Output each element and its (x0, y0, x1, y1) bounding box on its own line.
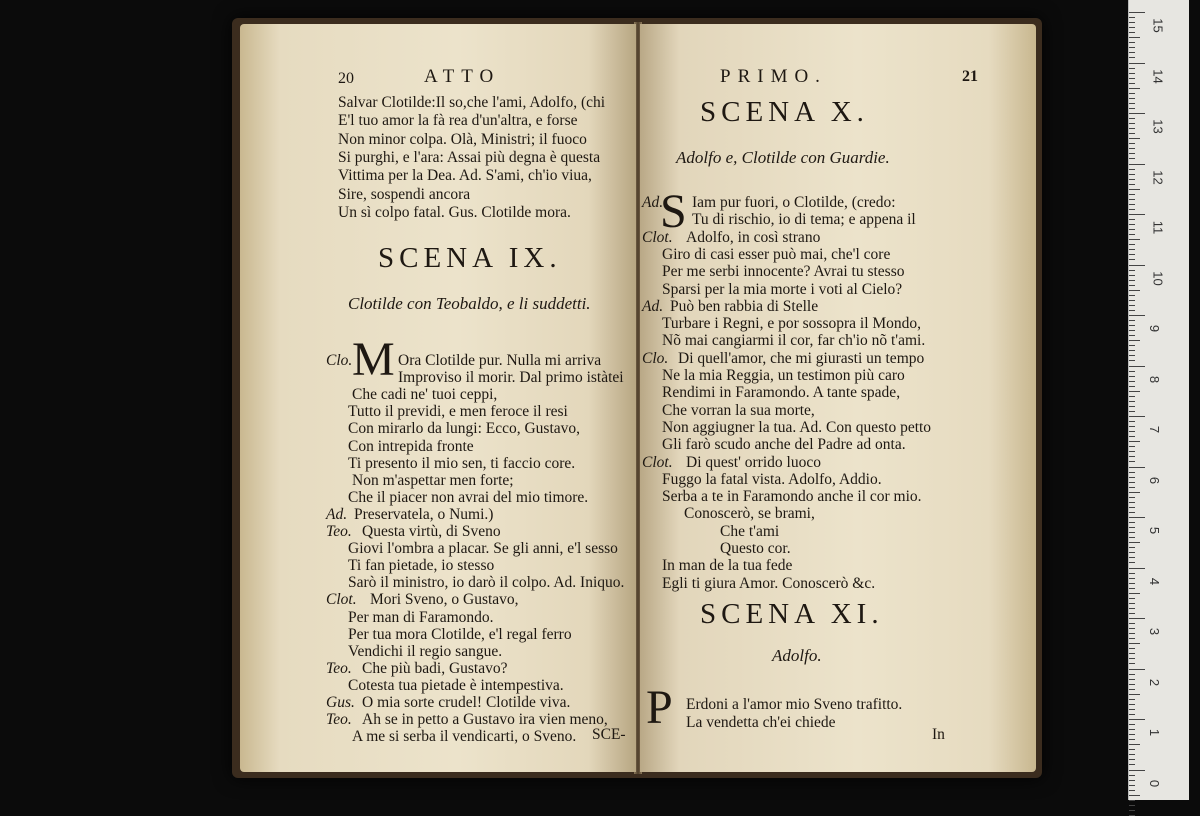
speaker-label: Gus. (326, 694, 355, 711)
text-line: Ne la mia Reggia, un testimon più caro (662, 367, 905, 384)
ruler-tick (1129, 68, 1135, 69)
ruler-tick (1129, 73, 1135, 74)
ruler-tick (1129, 790, 1135, 791)
scena-xi-title: SCENA XI. (700, 598, 884, 630)
ruler-tick (1129, 461, 1135, 462)
ruler-tick (1129, 709, 1135, 710)
ruler-number: 13 (1150, 119, 1166, 134)
ruler-tick (1129, 729, 1135, 730)
catchword: SCE- (592, 726, 626, 743)
ruler-tick (1129, 128, 1135, 129)
ruler-tick (1129, 37, 1140, 38)
text-line: Non aggiugner la tua. Ad. Con questo petto (662, 418, 932, 436)
text-line: Cotesta tua pietade è intempestiva. (348, 676, 564, 694)
ruler-tick (1129, 280, 1135, 281)
text-line: Vendichi il regio sangue. (348, 642, 503, 660)
text-line: Mori Sveno, o Gustavo, (370, 591, 519, 609)
ruler-tick (1129, 239, 1140, 240)
ruler-tick (1129, 158, 1135, 159)
text-line: Un sì colpo fatal. Gus. Clotilde mora. (338, 203, 571, 221)
ruler-tick (1129, 568, 1145, 569)
ruler-tick (1129, 810, 1135, 811)
text-line: Questo cor. (720, 540, 791, 557)
ruler-tick (1129, 209, 1135, 210)
ruler-number: 9 (1147, 324, 1163, 333)
dropcap: M (352, 333, 395, 386)
ruler-tick (1129, 360, 1135, 361)
ruler-number: 11 (1150, 220, 1166, 235)
text-line: Che il piacer non avrai del mio timore. (348, 488, 589, 506)
text-line: Vittima per la Dea. Ad. S'ami, ch'io viua, (338, 167, 592, 185)
ruler-tick (1129, 219, 1135, 220)
ruler-tick (1129, 719, 1145, 720)
text-line: Fuggo la fatal vista. Adolfo, Addio. (662, 470, 882, 488)
text-line: La vendetta ch'ei chiede (686, 714, 836, 731)
ruler-tick (1129, 381, 1135, 382)
text-line: Rendimi in Faramondo. A tante spade, (662, 384, 901, 402)
speaker-label: Clo. (642, 349, 669, 367)
ruler-tick (1129, 295, 1135, 296)
ruler-number: 6 (1147, 476, 1163, 484)
ruler-tick (1129, 764, 1135, 765)
ruler-tick (1129, 416, 1145, 417)
ruler-tick (1129, 47, 1135, 48)
ruler-tick (1129, 492, 1140, 493)
ruler-tick (1129, 426, 1135, 427)
ruler-tick (1129, 179, 1135, 180)
ruler-number: 8 (1147, 375, 1163, 383)
ruler-tick (1129, 300, 1135, 301)
ruler-tick (1129, 204, 1135, 205)
running-head: ATTO (424, 66, 501, 87)
ruler-tick (1129, 805, 1135, 806)
ruler-tick (1129, 749, 1135, 750)
ruler-tick (1129, 608, 1135, 609)
scena-ix-subtitle: Clotilde con Teobaldo, e li suddetti. (348, 294, 591, 313)
ruler-tick (1129, 734, 1135, 735)
text-line: Di quest' orrido luoco (686, 453, 821, 471)
catchword: In (932, 726, 945, 743)
text-line: In man de la tua fede (662, 557, 793, 575)
ruler-tick (1129, 618, 1145, 619)
text-line: Egli ti giura Amor. Conoscerò &c. (662, 574, 876, 592)
ruler-number: 0 (1147, 779, 1163, 787)
ruler-tick (1129, 184, 1135, 185)
ruler-tick (1129, 78, 1135, 79)
text-line: Tutto il previdi, e men feroce il resi (348, 403, 568, 421)
text-line: Che vorran la sua morte, (662, 401, 815, 419)
ruler-tick (1129, 254, 1135, 255)
open-book (232, 18, 1042, 778)
text-line: Turbare i Regni, e por sossopra il Mondo, (662, 315, 922, 333)
ruler-tick (1129, 234, 1135, 235)
text-line: Per tua mora Clotilde, e'l regal ferro (348, 625, 572, 643)
ruler-tick (1129, 467, 1145, 468)
text-line: O mia sorte crudel! Clotilde viva. (362, 694, 571, 711)
ruler-tick (1129, 118, 1135, 119)
text-line: Che t'ami (720, 522, 780, 540)
speaker-label: Ad. (326, 505, 348, 523)
ruler-tick (1129, 153, 1135, 154)
ruler-tick (1129, 643, 1140, 644)
ruler-tick (1129, 441, 1140, 442)
ruler-tick (1129, 88, 1140, 89)
ruler-tick (1129, 699, 1135, 700)
ruler-tick (1129, 583, 1135, 584)
ruler-tick (1129, 189, 1140, 190)
ruler-number: 5 (1147, 526, 1163, 535)
text-line: Si purghi, e l'ara: Assai più degna è questa (338, 148, 601, 166)
ruler-tick (1129, 63, 1145, 64)
ruler-tick (1129, 744, 1140, 745)
ruler-tick (1129, 169, 1135, 170)
ruler-tick (1129, 704, 1135, 705)
ruler-tick (1129, 310, 1135, 311)
text-line: Per man di Faramondo. (348, 608, 494, 626)
ruler-tick (1129, 214, 1145, 215)
ruler-tick (1129, 421, 1135, 422)
ruler-tick (1129, 391, 1140, 392)
ruler-tick (1129, 123, 1135, 124)
ruler-tick (1129, 714, 1135, 715)
ruler-tick (1129, 532, 1135, 533)
dropcap-2: P (646, 681, 673, 734)
text-line: Nõ mai cangiarmi il cor, far ch'io nõ t'ami. (662, 332, 926, 350)
text-line: Tu di rischio, io di tema; e appena il (692, 211, 916, 229)
ruler-tick (1129, 305, 1135, 306)
ruler-tick (1129, 406, 1135, 407)
ruler-tick (1129, 603, 1135, 604)
ruler-tick (1129, 542, 1140, 543)
text-line: Che più badi, Gustavo? (362, 659, 508, 677)
ruler-tick (1129, 507, 1135, 508)
ruler-number: 1 (1147, 728, 1163, 737)
ruler-number: 7 (1147, 425, 1163, 434)
ruler-number: 12 (1150, 169, 1166, 185)
ruler-tick (1129, 83, 1135, 84)
speaker-label: Ad. (642, 194, 664, 211)
speaker-label: Teo. (326, 711, 352, 729)
text-line: Con mirarlo da lungi: Ecco, Gustavo, (348, 420, 581, 438)
text-line: Erdoni a l'amor mio Sveno trafitto. (686, 696, 903, 713)
ruler-tick (1129, 366, 1145, 367)
ruler-tick (1129, 22, 1135, 23)
ruler-tick (1129, 795, 1140, 796)
ruler-tick (1129, 143, 1135, 144)
ruler-tick (1129, 259, 1135, 260)
text-line: Ti fan pietade, io stesso (348, 557, 495, 575)
ruler-number: 2 (1147, 678, 1163, 686)
ruler-tick (1129, 345, 1135, 346)
text-line: Sire, sospendi ancora (338, 185, 471, 203)
scena-x-title: SCENA X. (700, 96, 869, 128)
ruler-tick (1129, 658, 1135, 659)
ruler-tick (1129, 694, 1140, 695)
ruler-tick (1129, 371, 1135, 372)
ruler-tick (1129, 623, 1135, 624)
ruler-tick (1129, 679, 1135, 680)
ruler-tick (1129, 42, 1135, 43)
measuring-ruler (1128, 0, 1189, 800)
right-page (640, 24, 1036, 772)
ruler-number: 10 (1150, 270, 1166, 286)
ruler-tick (1129, 552, 1135, 553)
ruler-tick (1129, 477, 1135, 478)
ruler-tick (1129, 275, 1135, 276)
ruler-number: 4 (1147, 577, 1163, 585)
ruler-tick (1129, 285, 1135, 286)
ruler-tick (1129, 775, 1135, 776)
ruler-tick (1129, 674, 1135, 675)
text-line: Con intrepida fronte (348, 437, 474, 455)
ruler-number: 15 (1150, 18, 1166, 33)
ruler-tick (1129, 325, 1135, 326)
scena-xi-subtitle: Adolfo. (772, 646, 822, 665)
ruler-tick (1129, 32, 1135, 33)
ruler-tick (1129, 653, 1135, 654)
page-number: 21 (962, 68, 978, 85)
text-line: Salvar Clotilde:Il so,che l'ami, Adolfo, (chi (338, 94, 606, 111)
speaker-label: Clot. (326, 591, 357, 609)
ruler-tick (1129, 517, 1145, 518)
ruler-tick (1129, 27, 1135, 28)
ruler-tick (1129, 724, 1135, 725)
ruler-tick (1129, 785, 1135, 786)
ruler-tick (1129, 52, 1135, 53)
ruler-tick (1129, 502, 1135, 503)
running-head: PRIMO. (720, 66, 827, 87)
ruler-tick (1129, 759, 1135, 760)
left-page (240, 24, 636, 772)
ruler-tick (1129, 98, 1135, 99)
text-line: Iam pur fuori, o Clotilde, (credo: (692, 194, 896, 211)
ruler-tick (1129, 174, 1135, 175)
ruler-tick (1129, 527, 1135, 528)
speaker-label: Teo. (326, 523, 352, 540)
ruler-tick (1129, 93, 1135, 94)
ruler-tick (1129, 340, 1140, 341)
scena-x-subtitle: Adolfo e, Clotilde con Guardie. (676, 148, 890, 167)
ruler-tick (1129, 537, 1135, 538)
text-line: Questa virtù, di Sveno (362, 523, 501, 540)
ruler-tick (1129, 487, 1135, 488)
ruler-tick (1129, 108, 1135, 109)
ruler-tick (1129, 12, 1145, 13)
ruler-number: 14 (1150, 68, 1166, 84)
ruler-tick (1129, 194, 1135, 195)
ruler-tick (1129, 780, 1135, 781)
text-line: Adolfo, in così strano (686, 228, 821, 246)
ruler-tick (1129, 17, 1135, 18)
text-line: Che cadi ne' tuoi ceppi, (352, 386, 498, 404)
text-line: A me si serba il vendicarti, o Sveno. (352, 728, 577, 746)
ruler-tick (1129, 482, 1135, 483)
ruler-tick (1129, 512, 1135, 513)
ruler-tick (1129, 770, 1145, 771)
ruler-tick (1129, 472, 1135, 473)
text-line: Ah se in petto a Gustavo ira vien meno, (362, 711, 608, 729)
text-line: Gli farò scudo anche del Padre ad onta. (662, 436, 906, 454)
ruler-tick (1129, 320, 1135, 321)
text-line: Non m'aspettar men forte; (352, 471, 514, 489)
ruler-tick (1129, 451, 1135, 452)
speaker-label: Teo. (326, 659, 352, 677)
ruler-tick (1129, 335, 1135, 336)
ruler-tick (1129, 244, 1135, 245)
speaker-label: Clot. (642, 228, 673, 246)
ruler-tick (1129, 588, 1135, 589)
text-line: Ora Clotilde pur. Nulla mi arriva (398, 352, 602, 369)
ruler-tick (1129, 270, 1135, 271)
ruler-tick (1129, 396, 1135, 397)
ruler-tick (1129, 199, 1135, 200)
text-line: Di quell'amor, che mi giurasti un tempo (678, 349, 925, 367)
ruler-tick (1129, 684, 1135, 685)
ruler-tick (1129, 628, 1135, 629)
ruler-tick (1129, 249, 1135, 250)
ruler-tick (1129, 113, 1145, 114)
ruler-tick (1129, 164, 1145, 165)
ruler-tick (1129, 598, 1135, 599)
ruler-tick (1129, 497, 1135, 498)
ruler-tick (1129, 638, 1135, 639)
text-line: Giro di casi esser può mai, che'l core (662, 245, 891, 263)
ruler-tick (1129, 754, 1135, 755)
ruler-tick (1129, 431, 1135, 432)
text-line: Conoscerò, se brami, (684, 505, 815, 523)
speaker-label: Clo. (326, 352, 353, 369)
ruler-tick (1129, 386, 1135, 387)
ruler-tick (1129, 148, 1135, 149)
ruler-tick (1129, 229, 1135, 230)
text-line: Sparsi per la mia morte i voti al Cielo? (662, 280, 903, 298)
ruler-tick (1129, 350, 1135, 351)
ruler-tick (1129, 436, 1135, 437)
text-line: Non minor colpa. Olà, Ministri; il fuoco (338, 130, 587, 148)
ruler-tick (1129, 133, 1135, 134)
ruler-tick (1129, 522, 1135, 523)
ruler-tick (1129, 669, 1145, 670)
text-line: Sarò il ministro, io darò il colpo. Ad. Iniquo. (348, 574, 625, 592)
text-line: Serba a te in Faramondo anche il cor mio. (662, 488, 922, 506)
ruler-tick (1129, 739, 1135, 740)
ruler-tick (1129, 355, 1135, 356)
scena-ix-title: SCENA IX. (378, 242, 562, 274)
speaker-label: Clot. (642, 453, 673, 471)
text-line: Improviso il morir. Dal primo istàtei (398, 369, 624, 387)
ruler-tick (1129, 578, 1135, 579)
dropcap: S (660, 185, 687, 238)
ruler-tick (1129, 663, 1135, 664)
text-line: Preservatela, o Numi.) (354, 505, 494, 523)
ruler-tick (1129, 593, 1140, 594)
ruler-tick (1129, 557, 1135, 558)
ruler-tick (1129, 265, 1145, 266)
ruler-tick (1129, 401, 1135, 402)
ruler-tick (1129, 547, 1135, 548)
ruler-tick (1129, 633, 1135, 634)
ruler-tick (1129, 562, 1135, 563)
text-line: E'l tuo amor la fà rea d'un'altra, e forse (338, 112, 578, 130)
ruler-tick (1129, 57, 1135, 58)
ruler-tick (1129, 290, 1140, 291)
text-line: Per me serbi innocente? Avrai tu stesso (662, 263, 905, 281)
ruler-tick (1129, 613, 1135, 614)
ruler-tick (1129, 224, 1135, 225)
ruler-tick (1129, 456, 1135, 457)
ruler-tick (1129, 330, 1135, 331)
ruler-tick (1129, 376, 1135, 377)
ruler-tick (1129, 411, 1135, 412)
ruler-tick (1129, 648, 1135, 649)
ruler-number: 3 (1147, 627, 1163, 636)
ruler-tick (1129, 689, 1135, 690)
ruler-tick (1129, 573, 1135, 574)
text-line: Può ben rabbia di Stelle (670, 297, 819, 315)
speaker-label: Ad. (642, 297, 664, 315)
page-number: 20 (338, 70, 354, 87)
ruler-tick (1129, 446, 1135, 447)
text-line: Giovi l'ombra a placar. Se gli anni, e'l sesso (348, 540, 618, 558)
text-line: Ti presento il mio sen, ti faccio core. (348, 454, 576, 472)
ruler-tick (1129, 103, 1135, 104)
ruler-tick (1129, 138, 1140, 139)
ruler-tick (1129, 315, 1145, 316)
